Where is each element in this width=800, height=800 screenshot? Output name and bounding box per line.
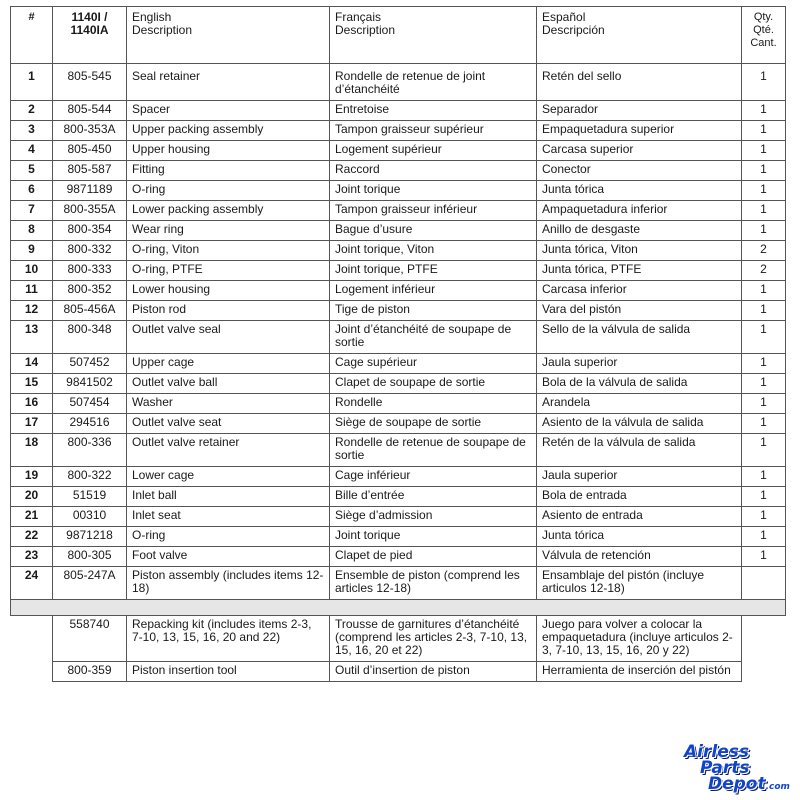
quantity: 1 <box>742 467 786 487</box>
spanish-description: Junta tórica <box>537 181 742 201</box>
quantity: 2 <box>742 241 786 261</box>
part-number: 800-353A <box>53 121 127 141</box>
part-number: 800-348 <box>53 321 127 354</box>
airless-parts-depot-logo <box>682 744 794 796</box>
quantity: 1 <box>742 321 786 354</box>
table-row <box>11 567 786 600</box>
table-row <box>11 121 786 141</box>
english-description: Outlet valve retainer <box>127 434 330 467</box>
part-number: 294516 <box>53 414 127 434</box>
part-number: 800-333 <box>53 261 127 281</box>
item-number: 22 <box>11 527 53 547</box>
item-number: 21 <box>11 507 53 527</box>
french-description: Siège de soupape de sortie <box>330 414 537 434</box>
quantity <box>742 567 786 600</box>
quantity: 1 <box>742 354 786 374</box>
part-number: 800-322 <box>53 467 127 487</box>
spanish-description: Empaquetadura superior <box>537 121 742 141</box>
empty-cell <box>742 616 786 662</box>
table-row <box>11 101 786 121</box>
french-description: Joint torique <box>330 181 537 201</box>
part-number: 9871189 <box>53 181 127 201</box>
english-description: Wear ring <box>127 221 330 241</box>
part-number: 805-450 <box>53 141 127 161</box>
english-description: Upper cage <box>127 354 330 374</box>
item-number: 6 <box>11 181 53 201</box>
quantity: 1 <box>742 374 786 394</box>
spanish-description: Juego para volver a colocar la empaquetadura (incluye articulos 2-3, 7-10, 13, 15, 16, 20 y 22) <box>537 616 742 662</box>
quantity: 1 <box>742 121 786 141</box>
logo-line-3: Depot.com <box>708 774 790 794</box>
header-number: # <box>11 7 53 64</box>
empty-cell <box>742 662 786 682</box>
part-number: 805-545 <box>53 64 127 101</box>
table-row <box>11 241 786 261</box>
quantity: 2 <box>742 261 786 281</box>
french-description: Joint torique, Viton <box>330 241 537 261</box>
spanish-description: Junta tórica <box>537 527 742 547</box>
table-row <box>11 394 786 414</box>
english-description: Lower packing assembly <box>127 201 330 221</box>
quantity: 1 <box>742 507 786 527</box>
english-description: Upper packing assembly <box>127 121 330 141</box>
table-row <box>11 301 786 321</box>
table-row <box>11 261 786 281</box>
item-number: 2 <box>11 101 53 121</box>
french-description: Logement inférieur <box>330 281 537 301</box>
item-number: 20 <box>11 487 53 507</box>
spanish-description: Conector <box>537 161 742 181</box>
header-quantity: Qty. Qté. Cant. <box>742 7 786 64</box>
quantity: 1 <box>742 547 786 567</box>
spanish-description: Jaula superior <box>537 467 742 487</box>
table-row <box>11 201 786 221</box>
english-description: Upper housing <box>127 141 330 161</box>
part-number: 507452 <box>53 354 127 374</box>
item-number: 7 <box>11 201 53 221</box>
french-description: Clapet de pied <box>330 547 537 567</box>
table-row <box>11 321 786 354</box>
item-number: 17 <box>11 414 53 434</box>
item-number: 18 <box>11 434 53 467</box>
part-number: 800-332 <box>53 241 127 261</box>
english-description: Lower cage <box>127 467 330 487</box>
header-row <box>11 7 786 64</box>
english-description: Outlet valve seat <box>127 414 330 434</box>
part-number: 805-544 <box>53 101 127 121</box>
french-description: Joint d’étanchéité de soupape de sortie <box>330 321 537 354</box>
french-description: Rondelle de retenue de joint d’étanchéité <box>330 64 537 101</box>
part-number: 805-456A <box>53 301 127 321</box>
logo-line-2: Parts <box>700 758 750 778</box>
english-description: Piston assembly (includes items 12-18) <box>127 567 330 600</box>
french-description: Entretoise <box>330 101 537 121</box>
part-number: 800-359 <box>53 662 127 682</box>
table-row <box>11 414 786 434</box>
part-number: 800-354 <box>53 221 127 241</box>
quantity: 1 <box>742 527 786 547</box>
quantity: 1 <box>742 101 786 121</box>
table-row <box>11 141 786 161</box>
english-description: Outlet valve ball <box>127 374 330 394</box>
header-spanish: Español Descripción <box>537 7 742 64</box>
spanish-description: Bola de entrada <box>537 487 742 507</box>
spanish-description: Retén del sello <box>537 64 742 101</box>
english-description: Spacer <box>127 101 330 121</box>
french-description: Outil d’insertion de piston <box>330 662 537 682</box>
table-row <box>11 507 786 527</box>
table-row <box>11 487 786 507</box>
spanish-description: Separador <box>537 101 742 121</box>
spanish-description: Carcasa inferior <box>537 281 742 301</box>
english-description: O-ring <box>127 527 330 547</box>
english-description: Repacking kit (includes items 2-3, 7-10, 13, 15, 16, 20 and 22) <box>127 616 330 662</box>
table-row <box>11 467 786 487</box>
quantity: 1 <box>742 181 786 201</box>
quantity: 1 <box>742 161 786 181</box>
spanish-description: Ampaquetadura inferior <box>537 201 742 221</box>
item-number: 24 <box>11 567 53 600</box>
english-description: O-ring, Viton <box>127 241 330 261</box>
table-row <box>11 434 786 467</box>
french-description: Raccord <box>330 161 537 181</box>
quantity: 1 <box>742 64 786 101</box>
table-row <box>11 221 786 241</box>
item-number: 13 <box>11 321 53 354</box>
item-number: 4 <box>11 141 53 161</box>
part-number: 800-336 <box>53 434 127 467</box>
kit-row <box>11 616 786 662</box>
spanish-description: Asiento de la válvula de salida <box>537 414 742 434</box>
section-divider-cell <box>11 600 786 616</box>
french-description: Tige de piston <box>330 301 537 321</box>
item-number: 16 <box>11 394 53 414</box>
item-number: 11 <box>11 281 53 301</box>
french-description: Rondelle de retenue de soupape de sortie <box>330 434 537 467</box>
quantity: 1 <box>742 201 786 221</box>
part-number: 9871218 <box>53 527 127 547</box>
part-number: 805-247A <box>53 567 127 600</box>
logo-line-1: Airless <box>684 742 749 762</box>
item-number: 9 <box>11 241 53 261</box>
spanish-description: Ensamblaje del pistón (incluye articulos 12-18) <box>537 567 742 600</box>
table-row <box>11 181 786 201</box>
english-description: Foot valve <box>127 547 330 567</box>
quantity: 1 <box>742 394 786 414</box>
item-number: 1 <box>11 64 53 101</box>
quantity: 1 <box>742 414 786 434</box>
quantity: 1 <box>742 487 786 507</box>
spanish-description: Retén de la válvula de salida <box>537 434 742 467</box>
table-row <box>11 374 786 394</box>
table-row <box>11 281 786 301</box>
english-description: O-ring, PTFE <box>127 261 330 281</box>
header-french: Français Description <box>330 7 537 64</box>
english-description: Seal retainer <box>127 64 330 101</box>
french-description: Tampon graisseur supérieur <box>330 121 537 141</box>
english-description: Outlet valve seal <box>127 321 330 354</box>
quantity: 1 <box>742 301 786 321</box>
french-description: Cage inférieur <box>330 467 537 487</box>
section-divider <box>11 600 786 616</box>
item-number: 23 <box>11 547 53 567</box>
french-description: Joint torique, PTFE <box>330 261 537 281</box>
part-number: 800-355A <box>53 201 127 221</box>
quantity: 1 <box>742 141 786 161</box>
part-number: 51519 <box>53 487 127 507</box>
item-number: 5 <box>11 161 53 181</box>
item-number: 8 <box>11 221 53 241</box>
item-number: 19 <box>11 467 53 487</box>
spanish-description: Jaula superior <box>537 354 742 374</box>
item-number: 15 <box>11 374 53 394</box>
table-row <box>11 161 786 181</box>
english-description: Inlet seat <box>127 507 330 527</box>
parts-body <box>11 64 786 682</box>
spanish-description: Vara del pistón <box>537 301 742 321</box>
part-number: 800-305 <box>53 547 127 567</box>
quantity: 1 <box>742 281 786 301</box>
quantity: 1 <box>742 434 786 467</box>
english-description: O-ring <box>127 181 330 201</box>
table-row <box>11 354 786 374</box>
english-description: Fitting <box>127 161 330 181</box>
french-description: Cage supérieur <box>330 354 537 374</box>
parts-table <box>10 6 786 682</box>
spanish-description: Sello de la válvula de salida <box>537 321 742 354</box>
french-description: Bille d’entrée <box>330 487 537 507</box>
part-number: 9841502 <box>53 374 127 394</box>
french-description: Trousse de garnitures d’étanchéité (comprend les articles 2-3, 7-10, 13, 15, 16, 20 et 22) <box>330 616 537 662</box>
spanish-description: Válvula de retención <box>537 547 742 567</box>
table-row <box>11 547 786 567</box>
table-row <box>11 527 786 547</box>
english-description: Lower housing <box>127 281 330 301</box>
french-description: Logement supérieur <box>330 141 537 161</box>
spanish-description: Junta tórica, PTFE <box>537 261 742 281</box>
spanish-description: Junta tórica, Viton <box>537 241 742 261</box>
french-description: Ensemble de piston (comprend les articles 12-18) <box>330 567 537 600</box>
spanish-description: Anillo de desgaste <box>537 221 742 241</box>
french-description: Siège d’admission <box>330 507 537 527</box>
part-number: 507454 <box>53 394 127 414</box>
english-description: Piston rod <box>127 301 330 321</box>
item-number: 10 <box>11 261 53 281</box>
french-description: Tampon graisseur inférieur <box>330 201 537 221</box>
spanish-description: Carcasa superior <box>537 141 742 161</box>
spanish-description: Arandela <box>537 394 742 414</box>
part-number: 558740 <box>53 616 127 662</box>
french-description: Clapet de soupape de sortie <box>330 374 537 394</box>
kit-row <box>11 662 786 682</box>
english-description: Washer <box>127 394 330 414</box>
french-description: Joint torique <box>330 527 537 547</box>
empty-cell <box>11 616 53 662</box>
empty-cell <box>11 662 53 682</box>
part-number: 805-587 <box>53 161 127 181</box>
header-part-number: 1140I / 1140IA <box>53 7 127 64</box>
quantity: 1 <box>742 221 786 241</box>
item-number: 3 <box>11 121 53 141</box>
spanish-description: Bola de la válvula de salida <box>537 374 742 394</box>
french-description: Rondelle <box>330 394 537 414</box>
table-row <box>11 64 786 101</box>
spanish-description: Herramienta de inserción del pistón <box>537 662 742 682</box>
item-number: 12 <box>11 301 53 321</box>
spanish-description: Asiento de entrada <box>537 507 742 527</box>
item-number: 14 <box>11 354 53 374</box>
part-number: 800-352 <box>53 281 127 301</box>
english-description: Inlet ball <box>127 487 330 507</box>
french-description: Bague d’usure <box>330 221 537 241</box>
english-description: Piston insertion tool <box>127 662 330 682</box>
header-english: English Description <box>127 7 330 64</box>
part-number: 00310 <box>53 507 127 527</box>
